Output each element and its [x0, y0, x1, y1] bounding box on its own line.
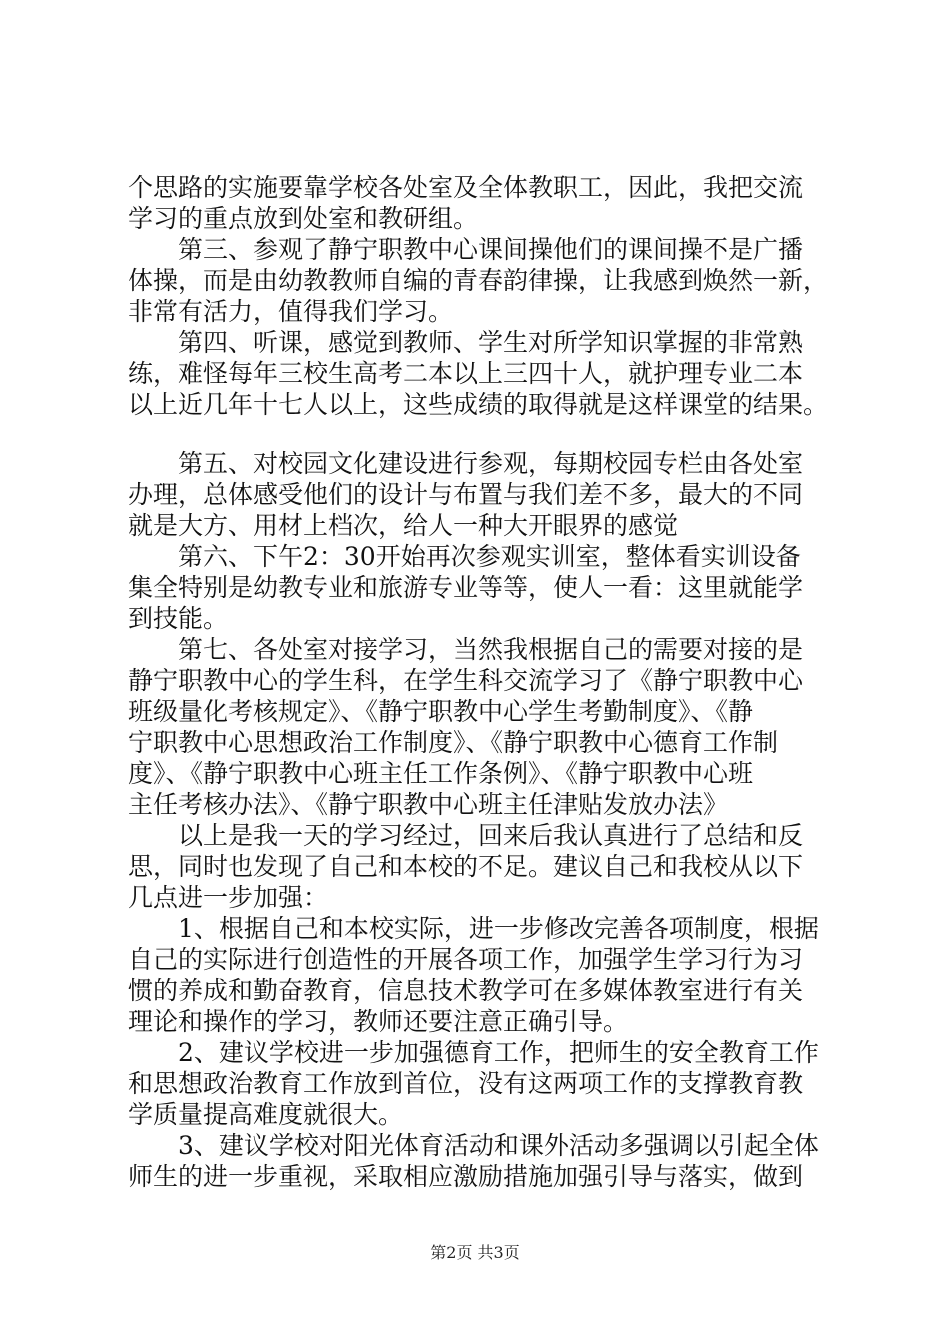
text-line: 几点进一步加强： [128, 883, 329, 912]
text-line: 就是大方、用材上档次，给人一种大开眼界的感觉 [128, 511, 679, 540]
text-line: 第四、听课，感觉到教师、学生对所学知识掌握的非常熟 [128, 328, 804, 357]
text-line: 思，同时也发现了自己和本校的不足。建议自己和我校从以下 [128, 852, 804, 881]
text-line: 个思路的实施要靠学校各处室及全体教职工，因此，我把交流 [128, 173, 804, 202]
text-line: 理论和操作的学习，教师还要注意正确引导。 [128, 1007, 629, 1036]
text-line: 非常有活力，值得我们学习。 [128, 297, 454, 326]
document-body [128, 172, 833, 1192]
text-line: 2、建议学校进一步加强德育工作，把师生的安全教育工作 [128, 1038, 819, 1067]
paragraph-gap [128, 420, 833, 448]
text-line: 体操，而是由幼教教师自编的青春韵律操，让我感到焕然一新， [128, 266, 829, 295]
text-line: 第三、参观了静宁职教中心课间操他们的课间操不是广播 [128, 235, 804, 264]
text-line: 以上近几年十七人以上，这些成绩的取得就是这样课堂的结果。 [128, 390, 829, 419]
text-line: 宁职教中心思想政治工作制度》、《静宁职教中心德育工作制 [128, 728, 779, 757]
page-footer: 第2页 共3页 [430, 1243, 520, 1262]
text-line: 集全特别是幼教专业和旅游专业等等，使人一看：这里就能学 [128, 573, 804, 602]
text-line: 办理，总体感受他们的设计与布置与我们差不多，最大的不同 [128, 480, 804, 509]
text-line: 第五、对校园文化建设进行参观，每期校园专栏由各处室 [128, 449, 804, 478]
text-line: 3、建议学校对阳光体育活动和课外活动多强调以引起全体 [128, 1131, 819, 1160]
text-line: 惯的养成和勤奋教育，信息技术教学可在多媒体教室进行有关 [128, 976, 804, 1005]
text-line: 1、根据自己和本校实际，进一步修改完善各项制度，根据 [128, 914, 819, 943]
text-line: 师生的进一步重视，采取相应激励措施加强引导与落实，做到 [128, 1162, 804, 1191]
text-line: 到技能。 [128, 604, 229, 633]
text-line: 主任考核办法》、《静宁职教中心班主任津贴发放办法》 [128, 790, 729, 819]
text-line: 学习的重点放到处室和教研组。 [128, 204, 479, 233]
text-line: 以上是我一天的学习经过，回来后我认真进行了总结和反 [128, 821, 804, 850]
text-line: 学质量提高难度就很大。 [128, 1100, 404, 1129]
text-line: 度》、《静宁职教中心班主任工作条例》、《静宁职教中心班 [128, 759, 754, 788]
text-line: 练，难怪每年三校生高考二本以上三四十人，就护理专业二本 [128, 359, 804, 388]
text-line: 静宁职教中心的学生科，在学生科交流学习了《静宁职教中心 [128, 666, 804, 695]
text-line: 第七、各处室对接学习，当然我根据自己的需要对接的是 [128, 635, 804, 664]
text-line: 班级量化考核规定》、《静宁职教中心学生考勤制度》、《静 [128, 697, 754, 726]
text-line: 和思想政治教育工作放到首位，没有这两项工作的支撑教育教 [128, 1069, 804, 1098]
text-line: 第六、下午2：30开始再次参观实训室，整体看实训设备 [128, 542, 801, 571]
text-line: 自己的实际进行创造性的开展各项工作，加强学生学习行为习 [128, 945, 804, 974]
